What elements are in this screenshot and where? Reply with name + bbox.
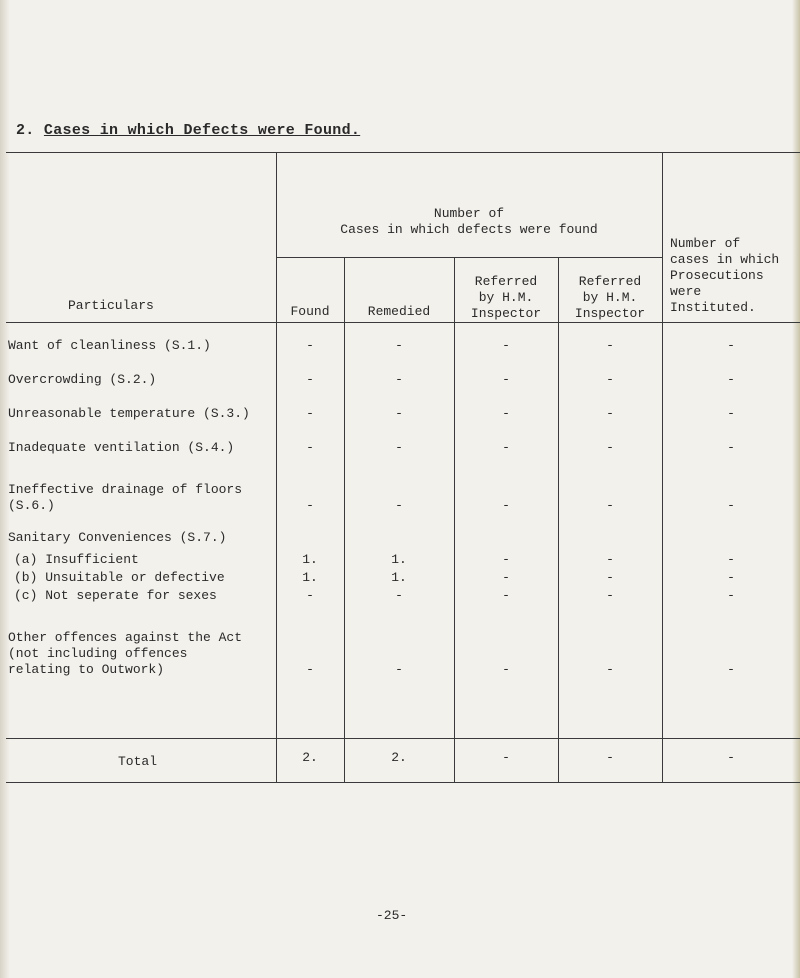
section-title: Cases in which Defects were Found. bbox=[43, 122, 361, 139]
total-value: - bbox=[727, 750, 735, 765]
row-value: 1. bbox=[302, 552, 318, 567]
row-value: - bbox=[606, 570, 614, 585]
header-remedied: Remedied bbox=[367, 304, 431, 319]
row-value: - bbox=[306, 498, 314, 513]
row-value: - bbox=[502, 372, 510, 387]
table-top-rule bbox=[6, 152, 800, 153]
header-bottom-rule bbox=[6, 322, 800, 323]
row-value: - bbox=[306, 372, 314, 387]
row-value: - bbox=[727, 498, 735, 513]
row-label: Sanitary Conveniences (S.7.) bbox=[8, 530, 227, 545]
header-prosecutions: Number of cases in which Prosecutions were Instituted. bbox=[670, 236, 780, 315]
row-value: - bbox=[395, 406, 403, 421]
row-label: (c) Not seperate for sexes bbox=[14, 588, 217, 603]
row-label: (b) Unsuitable or defective bbox=[14, 570, 225, 585]
row-value: - bbox=[606, 588, 614, 603]
rule-after-referred-2 bbox=[662, 152, 663, 782]
row-value: - bbox=[395, 372, 403, 387]
row-value: - bbox=[606, 498, 614, 513]
row-value: - bbox=[727, 338, 735, 353]
row-value: - bbox=[727, 406, 735, 421]
row-value: - bbox=[306, 662, 314, 677]
row-label: Other offences against the Act (not including offences relating to Outwork) bbox=[8, 630, 243, 677]
rule-after-particulars bbox=[276, 152, 277, 782]
total-value: 2. bbox=[302, 750, 318, 765]
row-value: - bbox=[395, 662, 403, 677]
total-value: - bbox=[502, 750, 510, 765]
row-value: - bbox=[727, 440, 735, 455]
row-label: Overcrowding (S.2.) bbox=[8, 372, 157, 387]
row-value: - bbox=[502, 570, 510, 585]
row-value: - bbox=[606, 552, 614, 567]
row-value: - bbox=[306, 338, 314, 353]
total-label: Total bbox=[118, 754, 158, 769]
header-particulars: Particulars bbox=[68, 298, 154, 313]
row-value: - bbox=[606, 338, 614, 353]
row-value: - bbox=[606, 440, 614, 455]
rule-after-remedied bbox=[454, 257, 455, 782]
row-value: - bbox=[727, 588, 735, 603]
row-value: - bbox=[502, 440, 510, 455]
row-label: Unreasonable temperature (S.3.) bbox=[8, 406, 250, 421]
row-value: - bbox=[502, 552, 510, 567]
row-value: - bbox=[727, 662, 735, 677]
row-value: - bbox=[606, 406, 614, 421]
page-number: -25- bbox=[376, 908, 408, 923]
rule-after-found bbox=[344, 257, 345, 782]
row-value: - bbox=[502, 662, 510, 677]
row-value: - bbox=[502, 498, 510, 513]
row-value: - bbox=[306, 406, 314, 421]
row-value: - bbox=[395, 440, 403, 455]
table-bottom-rule bbox=[6, 782, 800, 783]
row-value: - bbox=[502, 338, 510, 353]
row-value: - bbox=[606, 372, 614, 387]
row-value: - bbox=[395, 498, 403, 513]
row-label: Want of cleanliness (S.1.) bbox=[8, 338, 211, 353]
row-value: - bbox=[727, 570, 735, 585]
section-number: 2. bbox=[16, 122, 35, 139]
defects-table bbox=[6, 152, 800, 792]
row-label: Inadequate ventilation (S.4.) bbox=[8, 440, 235, 455]
row-value: - bbox=[306, 440, 314, 455]
row-value: - bbox=[395, 588, 403, 603]
row-value: - bbox=[395, 338, 403, 353]
total-value: 2. bbox=[391, 750, 407, 765]
total-top-rule bbox=[6, 738, 800, 739]
row-value: - bbox=[606, 662, 614, 677]
header-found: Found bbox=[290, 304, 330, 319]
row-value: - bbox=[306, 588, 314, 603]
row-value: 1. bbox=[391, 570, 407, 585]
group-header-rule bbox=[276, 257, 662, 258]
header-number-of-cases: Number of Cases in which defects were found bbox=[340, 206, 598, 237]
total-value: - bbox=[606, 750, 614, 765]
row-value: - bbox=[727, 372, 735, 387]
section-heading bbox=[16, 122, 360, 139]
row-label: (a) Insufficient bbox=[14, 552, 139, 567]
row-label: Ineffective drainage of floors (S.6.) bbox=[8, 482, 243, 513]
row-value: - bbox=[727, 552, 735, 567]
row-value: - bbox=[502, 588, 510, 603]
row-value: 1. bbox=[391, 552, 407, 567]
header-referred-to: Referred by H.M. Inspector bbox=[470, 274, 542, 321]
row-value: - bbox=[502, 406, 510, 421]
header-referred-by: Referred by H.M. Inspector bbox=[574, 274, 646, 321]
rule-after-referred-1 bbox=[558, 257, 559, 782]
row-value: 1. bbox=[302, 570, 318, 585]
